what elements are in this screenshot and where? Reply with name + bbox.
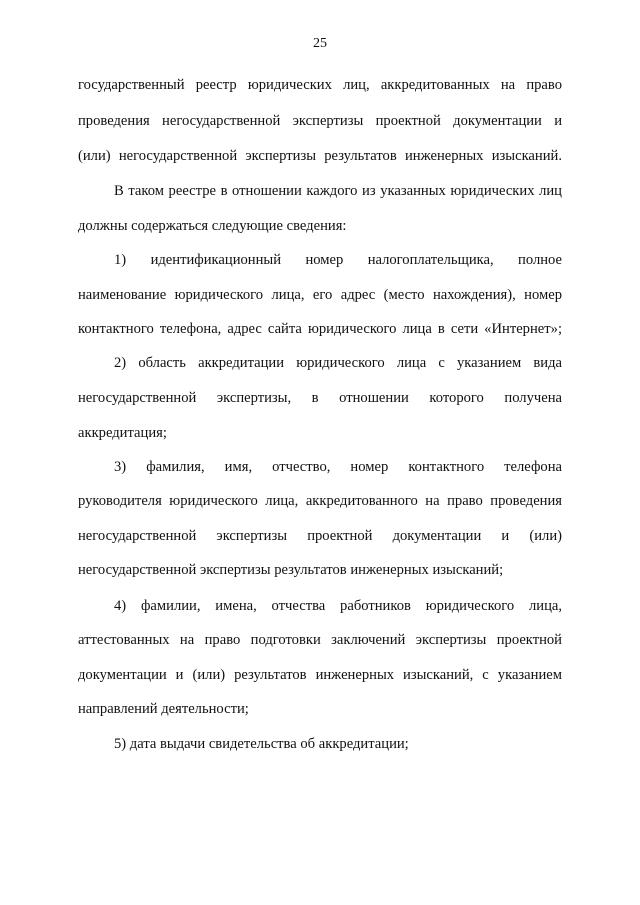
text-line: (или) негосударственной экспертизы результатов инженерных изысканий. — [78, 148, 562, 164]
page-number: 25 — [313, 36, 327, 51]
text-line: негосударственной экспертизы проектной документации и (или) — [78, 528, 562, 544]
list-item-3-line: 3) фамилия, имя, отчество, номер контактного телефона — [114, 459, 562, 475]
text-line: проведения негосударственной экспертизы проектной документации и — [78, 113, 562, 129]
text-line: контактного телефона, адрес сайта юридического лица в сети «Интернет»; — [78, 321, 562, 337]
text-line: руководителя юридического лица, аккредитованного на право проведения — [78, 493, 562, 509]
list-item-1-line: 1) идентификационный номер налогоплательщика, полное — [114, 252, 562, 268]
text-line: направлений деятельности; — [78, 701, 249, 717]
text-line: В таком реестре в отношении каждого из указанных юридических лиц — [114, 183, 562, 199]
text-line: негосударственной экспертизы результатов инженерных изысканий; — [78, 562, 504, 578]
text-line: негосударственной экспертизы, в отношении которого получена — [78, 390, 562, 406]
text-line: документации и (или) результатов инженерных изысканий, с указанием — [78, 667, 562, 683]
list-item-5-line: 5) дата выдачи свидетельства об аккредитации; — [114, 736, 409, 752]
list-item-4-line: 4) фамилии, имена, отчества работников юридического лица, — [114, 598, 562, 614]
text-line: аккредитация; — [78, 425, 167, 441]
text-line: аттестованных на право подготовки заключений экспертизы проектной — [78, 632, 562, 648]
list-item-2-line: 2) область аккредитации юридического лица с указанием вида — [114, 355, 562, 371]
text-line: должны содержаться следующие сведения: — [78, 218, 347, 234]
text-line: наименование юридического лица, его адрес (место нахождения), номер — [78, 287, 562, 303]
text-line: государственный реестр юридических лиц, аккредитованных на право — [78, 77, 562, 93]
